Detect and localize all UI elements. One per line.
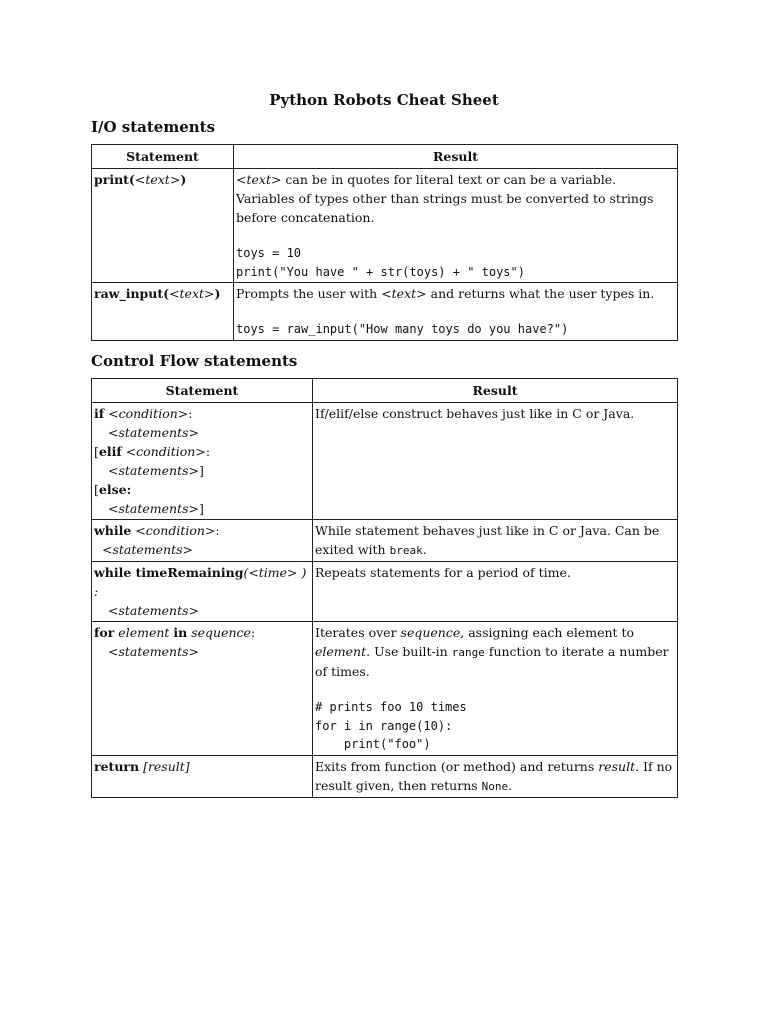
colon: : xyxy=(250,625,256,640)
result-italic: result xyxy=(598,758,636,774)
statement-cell xyxy=(92,562,313,622)
statements-placeholder: <statements> xyxy=(108,425,199,440)
statement-cell xyxy=(92,403,313,520)
time-arg: (<time> ) : xyxy=(94,565,307,599)
while-time-remaining-keyword: while timeRemaining xyxy=(94,565,244,580)
raw-input-close: ) xyxy=(214,286,221,301)
result-cell xyxy=(313,403,678,520)
result-text: Exits from function (or method) and returns xyxy=(315,758,599,774)
result-cell xyxy=(313,562,678,622)
table-row xyxy=(92,283,678,341)
result-text: Repeats statements for a period of time. xyxy=(315,565,571,580)
while-keyword: while xyxy=(94,523,132,538)
spacer xyxy=(315,681,675,698)
statements-placeholder: <statements> xyxy=(108,463,199,478)
elif-keyword: elif xyxy=(98,444,122,459)
else-keyword: else: xyxy=(98,482,132,497)
page-title: Python Robots Cheat Sheet xyxy=(269,91,499,109)
code-line: for i in range(10): xyxy=(315,718,453,733)
result-element: element xyxy=(315,644,367,659)
spacer xyxy=(236,227,675,244)
inline-code: range xyxy=(451,646,485,659)
colon: : xyxy=(188,406,193,421)
statements-placeholder: <statements> xyxy=(102,542,193,557)
result-text: . xyxy=(422,542,427,557)
table-row xyxy=(92,169,678,283)
result-arg: <text> xyxy=(236,172,282,187)
result-cell xyxy=(234,283,678,341)
table-header-row xyxy=(92,145,678,169)
table-row xyxy=(92,520,678,562)
statement-cell xyxy=(92,755,313,797)
result-text: Prompts the user with xyxy=(236,286,382,301)
for-keyword: for xyxy=(94,625,115,640)
print-close: ) xyxy=(180,172,187,187)
bracket-open: [ xyxy=(94,482,99,497)
control-flow-section-heading: Control Flow statements xyxy=(91,352,298,370)
result-text: . If no result given, then returns xyxy=(315,758,673,793)
result-cell xyxy=(313,520,678,562)
result-text: can be in quotes for literal text or can be a variable. Variables of types other than strings must be converted to strings before concatenation. xyxy=(236,172,654,225)
statements-placeholder: <statements> xyxy=(108,644,199,659)
statement-cell xyxy=(92,622,313,756)
raw-input-keyword: raw_input( xyxy=(94,286,170,301)
statements-placeholder: <statements> xyxy=(108,501,199,516)
result-text: function to iterate a number of times. xyxy=(315,644,669,679)
result-text: Iterates over xyxy=(315,625,401,640)
condition-placeholder: <condition> xyxy=(125,444,206,459)
result-cell xyxy=(234,169,678,283)
code-line: print("foo") xyxy=(315,737,431,751)
colon: : xyxy=(215,523,220,538)
io-section-heading: I/O statements xyxy=(91,118,216,136)
result-text: If/elif/else construct behaves just like in C or Java. xyxy=(315,406,635,421)
inline-code: break xyxy=(389,544,423,557)
code-line: # prints foo 10 times xyxy=(315,700,467,714)
condition-placeholder: <condition> xyxy=(108,406,189,421)
result-arg: <text> xyxy=(381,286,427,301)
result-column-header: Result xyxy=(313,379,678,403)
result-column-header: Result xyxy=(234,145,678,169)
table-row xyxy=(92,755,678,797)
if-keyword: if xyxy=(94,406,105,421)
print-keyword: print( xyxy=(94,172,135,187)
raw-input-arg: <text> xyxy=(169,286,215,301)
statement-cell xyxy=(92,520,313,562)
result-text: . Use built-in xyxy=(366,644,452,659)
statement-column-header: Statement xyxy=(92,145,234,169)
sequence-placeholder: sequence xyxy=(191,625,251,640)
condition-placeholder: <condition> xyxy=(135,523,216,538)
result-text: While statement behaves just like in C or Java. Can be exited with xyxy=(315,523,660,557)
statement-cell xyxy=(92,283,234,341)
result-cell xyxy=(313,622,678,756)
code-line: print("You have " + str(toys) + " toys") xyxy=(236,264,525,279)
table-row xyxy=(92,403,678,520)
code-line: toys = 10 xyxy=(236,246,302,260)
result-text: and returns what the user types in. xyxy=(426,286,655,301)
result-text: . xyxy=(508,777,513,793)
statements-placeholder: <statements> xyxy=(108,603,199,618)
inline-code: None xyxy=(481,779,509,793)
statement-column-header: Statement xyxy=(92,379,313,403)
table-row xyxy=(92,562,678,622)
statement-cell xyxy=(92,169,234,283)
in-keyword: in xyxy=(173,625,188,640)
bracket-open: [ xyxy=(94,444,99,459)
result-cell xyxy=(313,755,678,797)
spacer xyxy=(236,303,675,320)
print-arg: <text> xyxy=(134,172,181,187)
bracket-close: ] xyxy=(199,463,204,478)
io-statements-table xyxy=(91,144,678,341)
result-sequence: sequence xyxy=(400,625,461,640)
control-flow-table xyxy=(91,378,678,798)
result-text: , assigning each element to xyxy=(460,625,635,640)
bracket-close: ] xyxy=(199,501,204,516)
element-placeholder: element xyxy=(118,625,170,640)
table-header-row xyxy=(92,379,678,403)
code-line: toys = raw_input("How many toys do you have?") xyxy=(236,322,569,336)
return-keyword: return xyxy=(94,758,140,774)
table-row xyxy=(92,622,678,756)
colon: : xyxy=(205,444,211,459)
result-placeholder: [result] xyxy=(143,758,190,774)
